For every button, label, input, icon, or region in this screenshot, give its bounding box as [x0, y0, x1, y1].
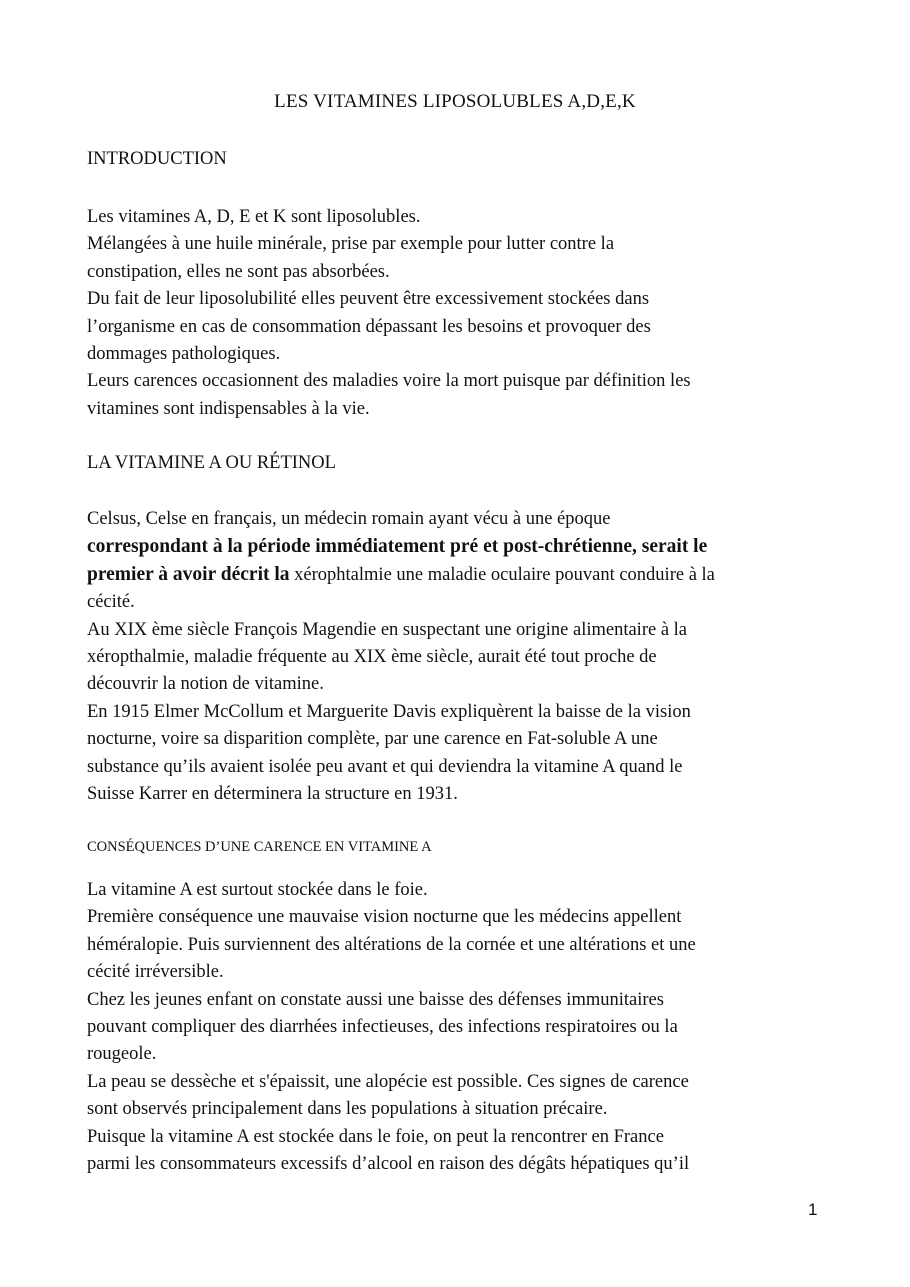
vitamin-a-paragraph: [87, 506, 847, 808]
text-line: Du fait de leur liposolubilité elles peuvent être excessivement stockées dans: [87, 289, 650, 310]
page-number: 1: [808, 1200, 818, 1219]
text-line: sont observés principalement dans les populations à situation précaire.: [87, 1099, 608, 1120]
text-line: Puisque la vitamine A est stockée dans le foie, on peut la rencontrer en France: [87, 1126, 664, 1147]
text-line: vitamines sont indispensables à la vie.: [87, 398, 370, 419]
text-span: xérophtalmie une maladie oculaire pouvant conduire à la: [289, 564, 715, 585]
text-line: cécité.: [87, 592, 135, 613]
text-line: constipation, elles ne sont pas absorbées.: [87, 261, 390, 282]
text-line: La vitamine A est surtout stockée dans le foie.: [87, 880, 428, 900]
bold-text: premier à avoir décrit la: [87, 563, 290, 585]
text-line: cécité irréversible.: [87, 962, 224, 983]
text-line: Chez les jeunes enfant on constate aussi une baisse des défenses immunitaires: [87, 989, 664, 1010]
bold-text-line: correspondant à la période immédiatement pré et post-chrétienne, serait le: [87, 536, 708, 558]
text-line: parmi les consommateurs excessifs d’alcool en raison des dégâts hépatiques qu’il: [87, 1154, 690, 1175]
section-heading-vitamin-a: LA VITAMINE A OU RÉTINOL: [87, 453, 336, 473]
text-line: rougeole.: [87, 1044, 157, 1065]
text-line: Les vitamines A, D, E et K sont liposolubles.: [87, 207, 421, 227]
text-line: Mélangées à une huile minérale, prise par exemple pour lutter contre la: [87, 234, 615, 255]
section-heading-introduction: INTRODUCTION: [87, 149, 227, 169]
text-line: Au XIX ème siècle François Magendie en suspectant une origine alimentaire à la: [87, 619, 688, 640]
text-line: Celsus, Celse en français, un médecin romain ayant vécu à une époque: [87, 509, 611, 529]
text-line: l’organisme en cas de consommation dépassant les besoins et provoquer des: [87, 316, 651, 337]
text-line: dommages pathologiques.: [87, 344, 281, 365]
text-line: Première conséquence une mauvaise vision nocturne que les médecins appellent: [87, 907, 682, 928]
text-line: Leurs carences occasionnent des maladies voire la mort puisque par définition les: [87, 371, 691, 392]
subsection-heading-deficiency: CONSÉQUENCES D’UNE CARENCE EN VITAMINE A: [87, 839, 432, 855]
text-line: xéropthalmie, maladie fréquente au XIX ème siècle, aurait été tout proche de: [87, 647, 657, 668]
text-line: nocturne, voire sa disparition complète, par une carence en Fat-soluble A une: [87, 729, 658, 750]
mixed-text-line: [87, 561, 847, 589]
text-line: Suisse Karrer en déterminera la structure en 1931.: [87, 784, 458, 805]
text-line: substance qu’ils avaient isolée peu avant et qui deviendra la vitamine A quand le: [87, 756, 683, 777]
introduction-paragraph: [87, 204, 847, 423]
text-line: La peau se dessèche et s'épaissit, une alopécie est possible. Ces signes de carence: [87, 1071, 689, 1092]
text-line: pouvant compliquer des diarrhées infectieuses, des infections respiratoires ou la: [87, 1017, 678, 1038]
text-line: héméralopie. Puis surviennent des altérations de la cornée et une altérations et une: [87, 934, 696, 955]
deficiency-paragraph: [87, 877, 847, 1178]
document-title: LES VITAMINES LIPOSOLUBLES A,D,E,K: [274, 91, 636, 112]
text-line: découvrir la notion de vitamine.: [87, 674, 324, 695]
text-line: En 1915 Elmer McCollum et Marguerite Davis expliquèrent la baisse de la vision: [87, 701, 691, 722]
